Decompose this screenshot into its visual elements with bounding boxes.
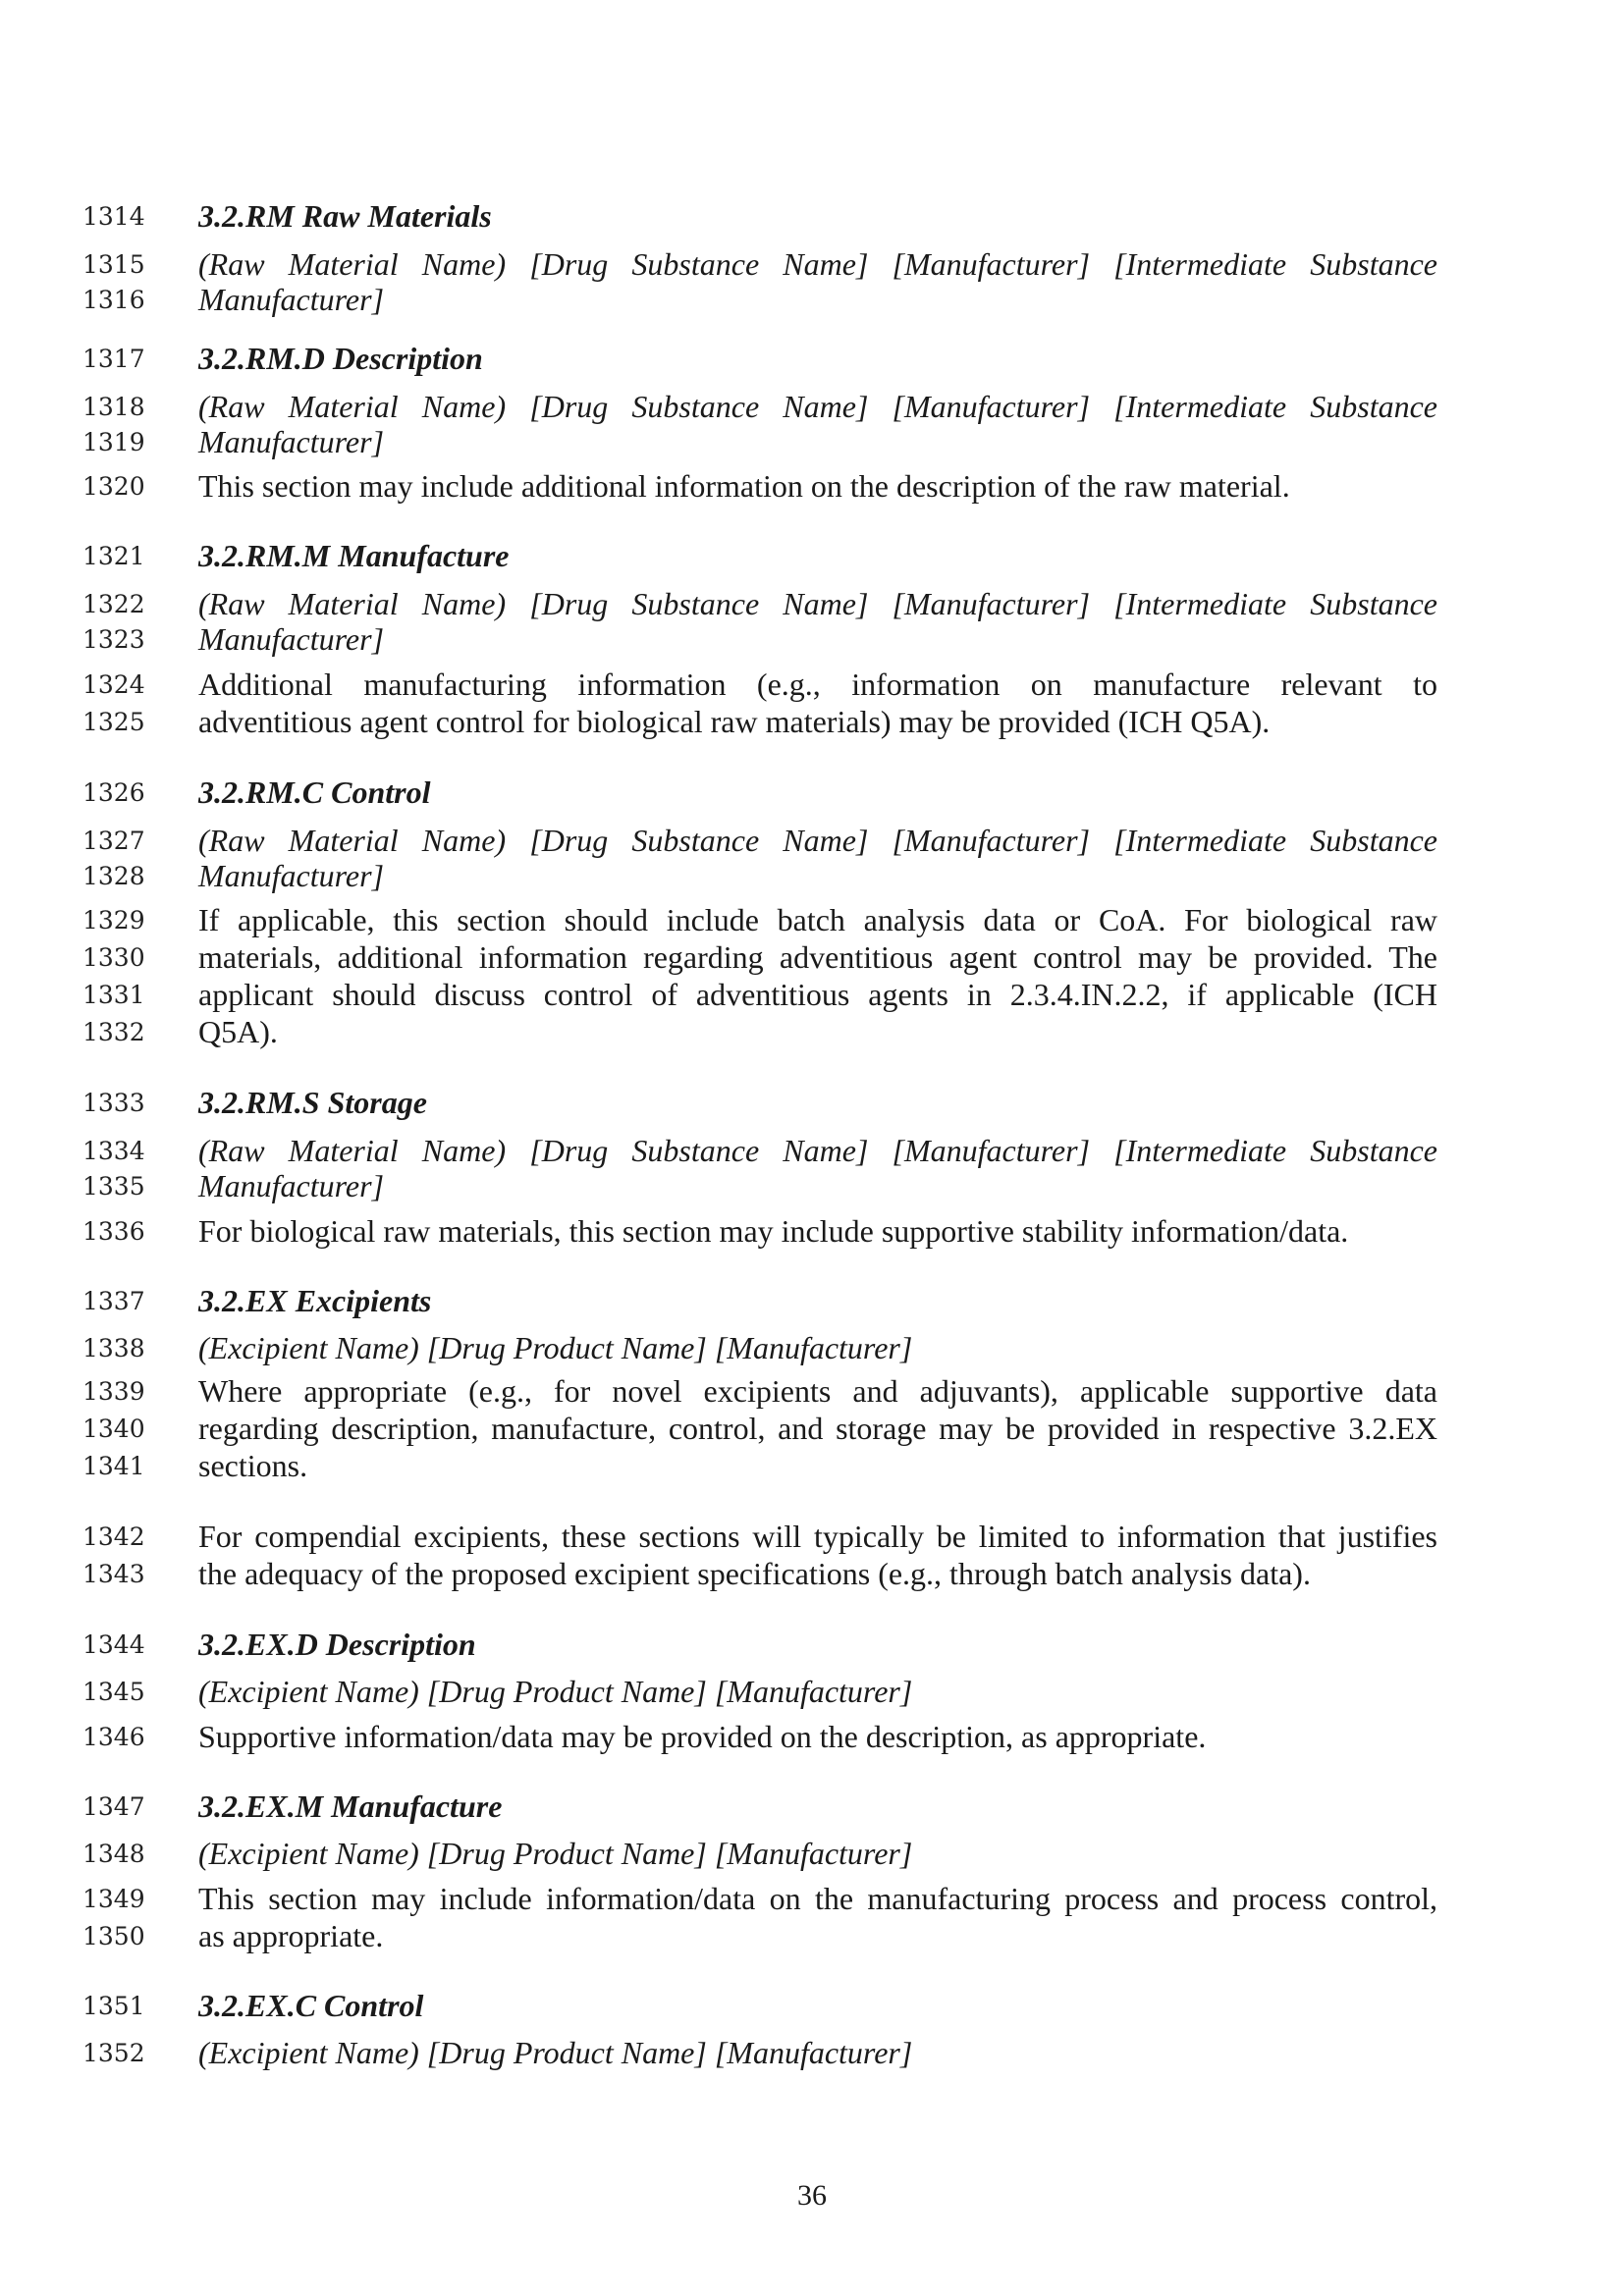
section-heading: 3.2.RM Raw Materials xyxy=(198,198,492,234)
line-number: 1344 xyxy=(82,1630,145,1659)
line-number: 1330 xyxy=(82,943,145,972)
body-text: materials, additional information regarding adventitious agent control may be provided. The xyxy=(198,939,1437,975)
applicability-note: Manufacturer] xyxy=(198,858,385,893)
line-number: 1352 xyxy=(82,2039,145,2067)
line-number: 1315 xyxy=(82,250,145,279)
applicability-note: (Raw Material Name) [Drug Substance Name] [Manufacturer] [Intermediate Substance xyxy=(198,389,1437,424)
line-number: 1314 xyxy=(82,202,145,231)
section-heading: 3.2.EX Excipients xyxy=(198,1283,432,1318)
body-text: For compendial excipients, these sections will typically be limited to information that justifies xyxy=(198,1519,1437,1554)
line-number: 1339 xyxy=(82,1377,145,1406)
body-text: the adequacy of the proposed excipient specifications (e.g., through batch analysis data). xyxy=(198,1556,1311,1591)
line-number: 1323 xyxy=(82,625,145,654)
line-number: 1329 xyxy=(82,906,145,934)
section-heading: 3.2.RM.S Storage xyxy=(198,1085,427,1120)
applicability-note: (Raw Material Name) [Drug Substance Name] [Manufacturer] [Intermediate Substance xyxy=(198,823,1437,858)
section-heading: 3.2.EX.C Control xyxy=(198,1988,424,2023)
applicability-note: (Excipient Name) [Drug Product Name] [Manufacturer] xyxy=(198,1836,913,1871)
section-heading: 3.2.RM.D Description xyxy=(198,341,483,376)
line-number: 1317 xyxy=(82,345,145,373)
body-text: Where appropriate (e.g., for novel excipients and adjuvants), applicable supportive data xyxy=(198,1373,1437,1409)
applicability-note: (Raw Material Name) [Drug Substance Name] [Manufacturer] [Intermediate Substance xyxy=(198,586,1437,621)
body-text: Q5A). xyxy=(198,1014,278,1049)
line-number: 1348 xyxy=(82,1840,145,1868)
line-number: 1335 xyxy=(82,1172,145,1201)
line-number: 1345 xyxy=(82,1678,145,1706)
line-number: 1321 xyxy=(82,542,145,570)
applicability-note: (Raw Material Name) [Drug Substance Name] [Manufacturer] [Intermediate Substance xyxy=(198,246,1437,282)
line-number: 1343 xyxy=(82,1560,145,1588)
line-number: 1326 xyxy=(82,778,145,807)
applicability-note: Manufacturer] xyxy=(198,424,385,459)
line-number: 1320 xyxy=(82,472,145,501)
line-number: 1333 xyxy=(82,1089,145,1117)
line-number: 1332 xyxy=(82,1018,145,1046)
line-number: 1342 xyxy=(82,1522,145,1551)
line-number: 1340 xyxy=(82,1415,145,1443)
body-text: sections. xyxy=(198,1448,308,1483)
line-number: 1331 xyxy=(82,981,145,1009)
section-heading: 3.2.EX.D Description xyxy=(198,1627,476,1662)
body-text: This section may include information/data on the manufacturing process and process control, xyxy=(198,1881,1437,1916)
applicability-note: (Excipient Name) [Drug Product Name] [Manufacturer] xyxy=(198,1674,913,1709)
line-number: 1322 xyxy=(82,590,145,618)
section-heading: 3.2.RM.M Manufacture xyxy=(198,538,510,573)
applicability-note: Manufacturer] xyxy=(198,1168,385,1203)
applicability-note: (Excipient Name) [Drug Product Name] [Manufacturer] xyxy=(198,1330,913,1365)
applicability-note: (Raw Material Name) [Drug Substance Name] [Manufacturer] [Intermediate Substance xyxy=(198,1133,1437,1168)
line-number: 1324 xyxy=(82,670,145,699)
line-number: 1350 xyxy=(82,1922,145,1950)
line-number: 1319 xyxy=(82,428,145,456)
line-number: 1338 xyxy=(82,1334,145,1362)
line-number: 1337 xyxy=(82,1287,145,1315)
body-text: adventitious agent control for biological raw materials) may be provided (ICH Q5A). xyxy=(198,704,1271,739)
line-number: 1318 xyxy=(82,393,145,421)
line-number: 1328 xyxy=(82,862,145,890)
body-text: regarding description, manufacture, control, and storage may be provided in respective 3.2.EX xyxy=(198,1411,1437,1446)
line-number: 1316 xyxy=(82,286,145,314)
section-heading: 3.2.RM.C Control xyxy=(198,774,431,810)
body-text: If applicable, this section should include batch analysis data or CoA. For biological raw xyxy=(198,902,1437,937)
applicability-note: Manufacturer] xyxy=(198,282,385,317)
applicability-note: (Excipient Name) [Drug Product Name] [Manufacturer] xyxy=(198,2035,913,2070)
body-text: applicant should discuss control of adventitious agents in 2.3.4.IN.2.2, if applicable (ICH xyxy=(198,977,1437,1012)
applicability-note: Manufacturer] xyxy=(198,621,385,657)
line-number: 1347 xyxy=(82,1792,145,1821)
body-text: Additional manufacturing information (e.g., information on manufacture relevant to xyxy=(198,667,1437,702)
section-heading: 3.2.EX.M Manufacture xyxy=(198,1789,503,1824)
body-text: as appropriate. xyxy=(198,1918,384,1953)
line-number: 1334 xyxy=(82,1137,145,1165)
line-number: 1325 xyxy=(82,708,145,736)
line-number: 1327 xyxy=(82,827,145,855)
body-text: For biological raw materials, this section may include supportive stability information/data. xyxy=(198,1213,1349,1249)
line-number: 1351 xyxy=(82,1992,145,2020)
body-text: This section may include additional information on the description of the raw material. xyxy=(198,468,1290,504)
line-number: 1336 xyxy=(82,1217,145,1246)
body-text: Supportive information/data may be provided on the description, as appropriate. xyxy=(198,1719,1207,1754)
line-number: 1349 xyxy=(82,1885,145,1913)
line-number: 1341 xyxy=(82,1452,145,1480)
line-number: 1346 xyxy=(82,1723,145,1751)
page-number: 36 xyxy=(797,2179,827,2212)
